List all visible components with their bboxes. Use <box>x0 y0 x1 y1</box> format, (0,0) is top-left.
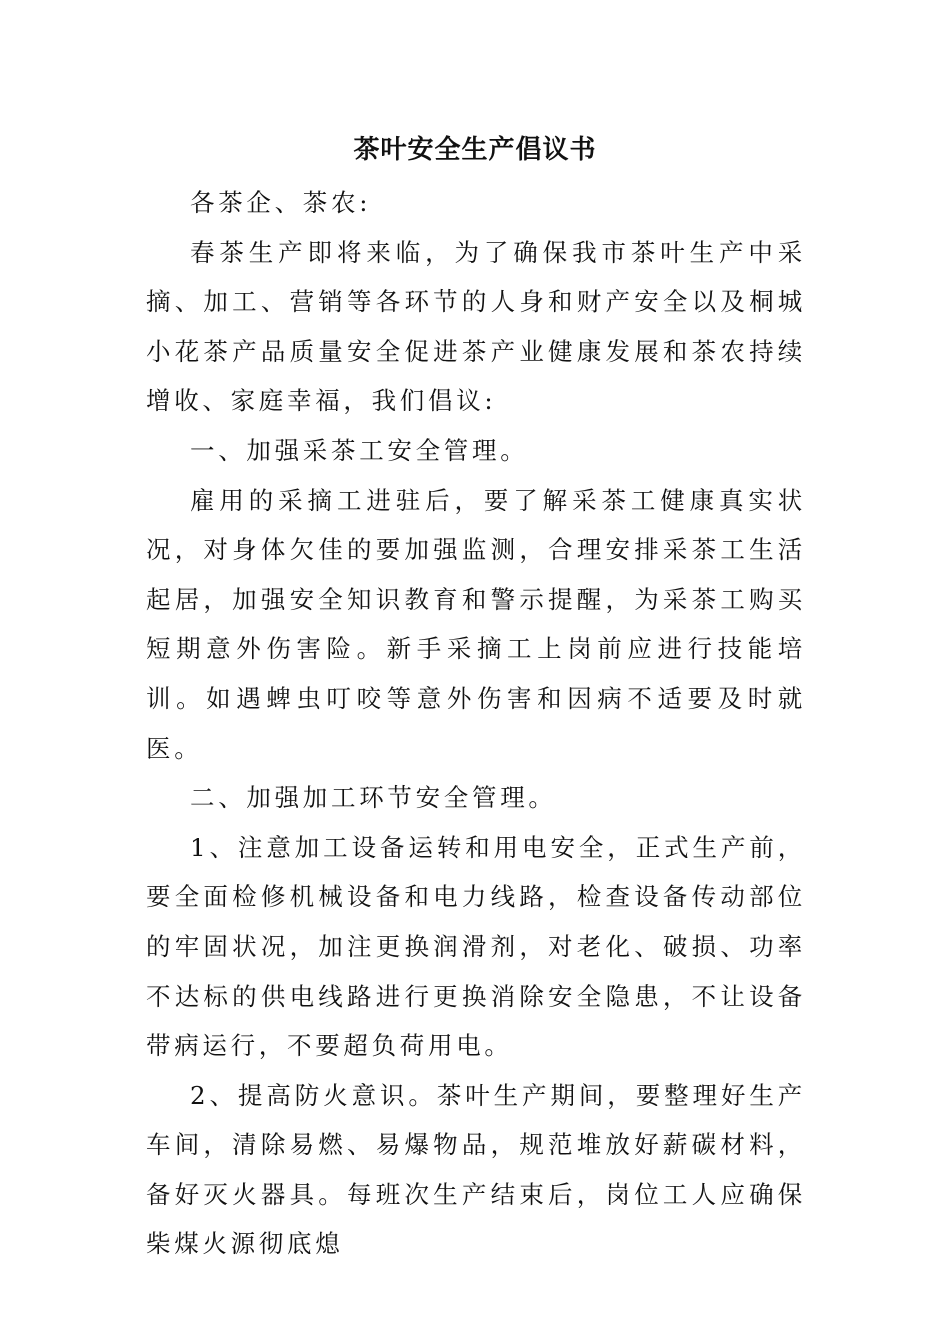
intro-paragraph: 春茶生产即将来临，为了确保我市茶叶生产中采摘、加工、营销等各环节的人身和财产安全以及桐城小花茶产品质量安全促进茶产业健康发展和茶农持续增收、家庭幸福，我们倡议: <box>146 237 806 416</box>
section-heading-1: 一、加强采茶工安全管理。 <box>190 435 529 465</box>
section-paragraph-1: 雇用的采摘工进驻后，要了解采茶工健康真实状况，对身体欠佳的要加强监测，合理安排采茶工生活起居，加强安全知识教育和警示提醒，为采茶工购买短期意外伤害险。新手采摘工上岗前应进行技能培训。如遇蜱虫叮咬等意外伤害和因病不适要及时就医。 <box>146 485 806 763</box>
item-paragraph-2: 2、提高防火意识。茶叶生产期间，要整理好生产车间，清除易燃、易爆物品，规范堆放好薪碳材料，备好灭火器具。每班次生产结束后，岗位工人应确保柴煤火源彻底熄 <box>146 1080 806 1259</box>
section-heading-2: 二、加强加工环节安全管理。 <box>190 783 557 813</box>
salutation: 各茶企、茶农: <box>190 188 372 217</box>
document-title: 茶叶安全生产倡议书 <box>353 135 597 165</box>
document-body <box>146 178 806 1269</box>
item-paragraph-1: 1、注意加工设备运转和用电安全，正式生产前，要全面检修机械设备和电力线路，检查设备传动部位的牢固状况，加注更换润滑剂，对老化、破损、功率不达标的供电线路进行更换消除安全隐患，不让设备带病运行，不要超负荷用电。 <box>146 832 806 1061</box>
